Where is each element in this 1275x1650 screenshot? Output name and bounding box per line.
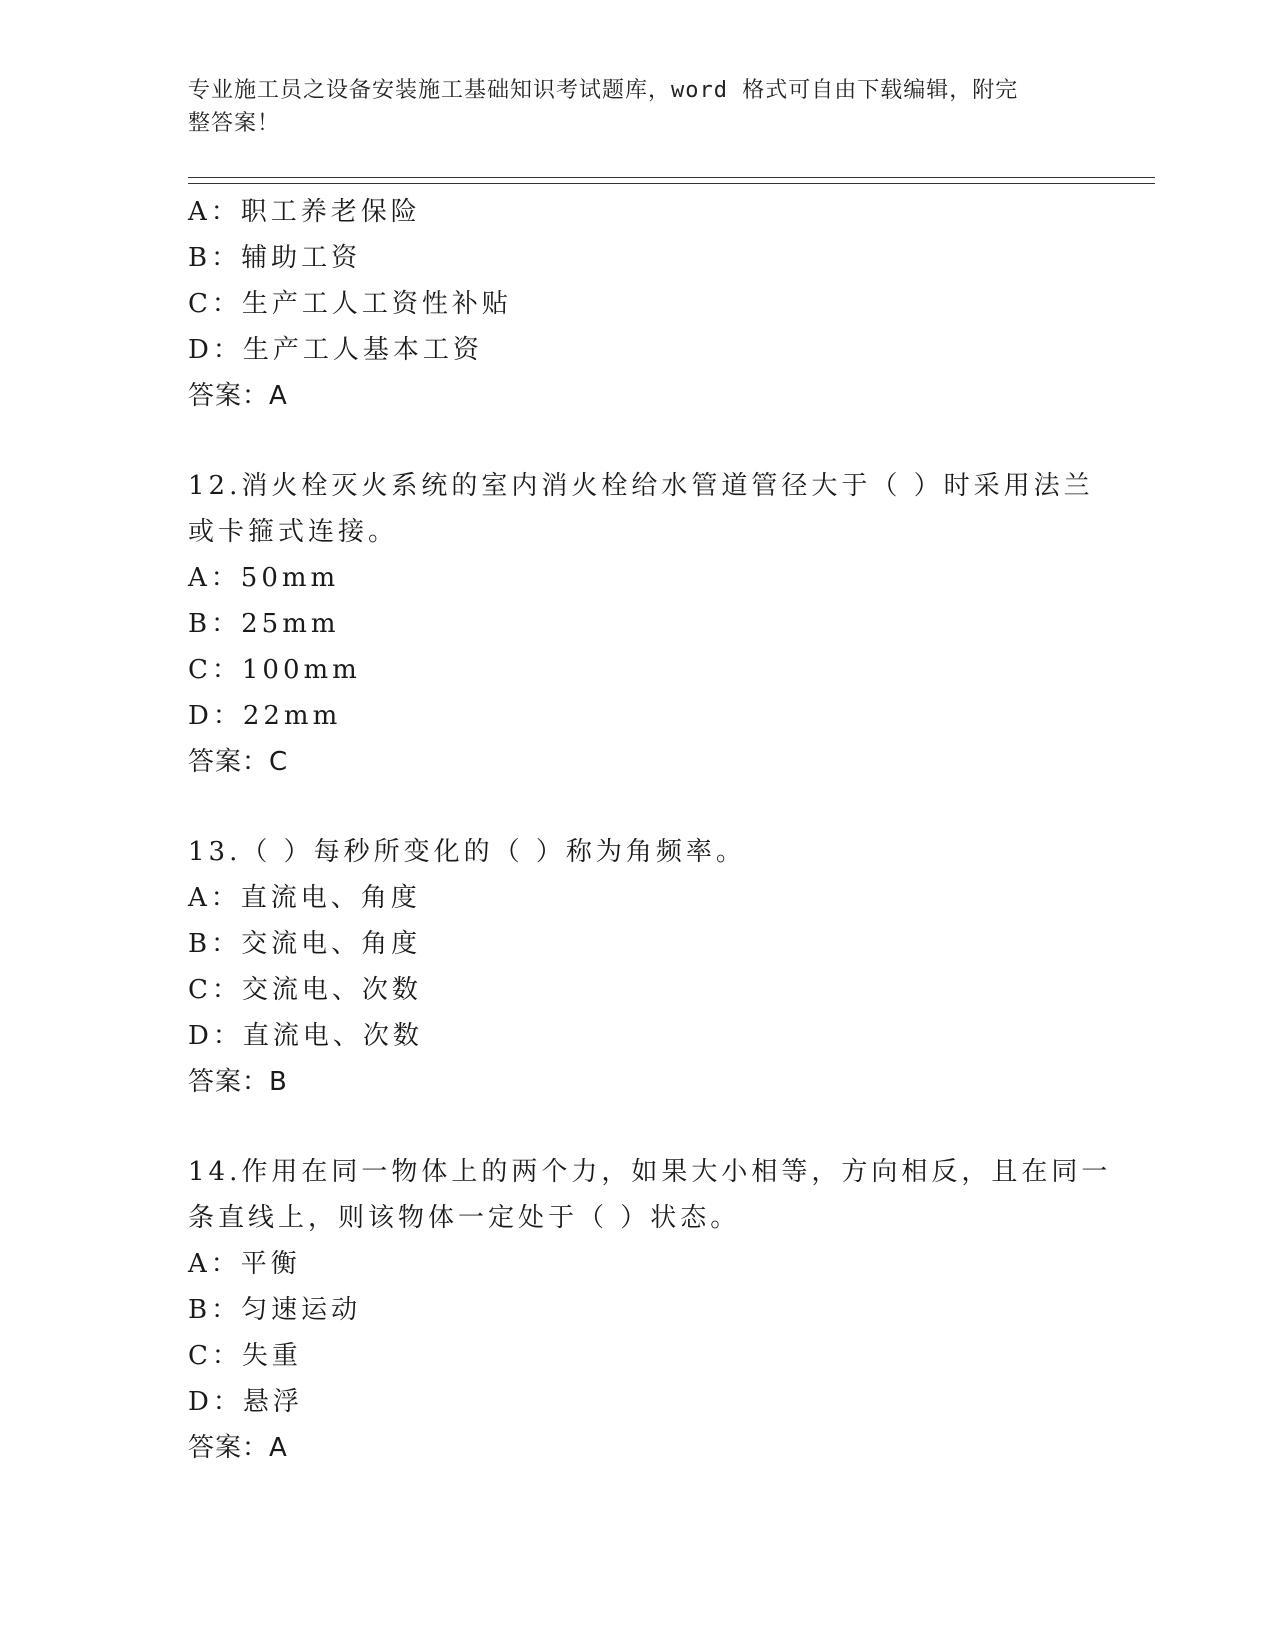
question-spacer (188, 1105, 1088, 1149)
header-divider-top (188, 177, 1155, 178)
option-c: C：失重 (188, 1341, 302, 1371)
question-stem: 14.作用在同一物体上的两个力，如果大小相等，方向相反，且在同一 (188, 1157, 1112, 1187)
header-divider-bottom (188, 183, 1155, 184)
option-d: D：直流电、次数 (188, 1021, 423, 1051)
option-c: C：交流电、次数 (188, 975, 422, 1005)
option-c: C：100mm (188, 655, 361, 685)
answer-label: 答案：A (188, 381, 288, 411)
answer-label: 答案：B (188, 1067, 288, 1097)
option-d: D：悬浮 (188, 1387, 303, 1417)
option-b: B：25mm (188, 609, 340, 639)
option-d: D：22mm (188, 701, 342, 731)
question-stem: 12.消火栓灭火系统的室内消火栓给水管道管径大于（ ）时采用法兰 (188, 471, 1094, 501)
question-14 (188, 1149, 1112, 1471)
question-stem-continued: 条直线上，则该物体一定处于（ ）状态。 (188, 1203, 741, 1233)
question-stem-continued: 或卡箍式连接。 (188, 517, 399, 547)
header-line-1: 专业施工员之设备安装施工基础知识考试题库，word 格式可自由下载编辑，附完 (188, 78, 1019, 103)
question-13 (188, 829, 1088, 1105)
option-d: D：生产工人基本工资 (188, 335, 483, 365)
option-b: B：交流电、角度 (188, 929, 422, 959)
option-b: B：辅助工资 (188, 243, 362, 273)
option-a: A：直流电、角度 (188, 883, 421, 913)
question-list (188, 189, 1112, 1471)
option-a: A：平衡 (188, 1249, 301, 1279)
document-header (188, 74, 1068, 140)
answer-label: 答案：C (188, 747, 289, 777)
option-a: A：50mm (188, 563, 340, 593)
answer-label: 答案：A (188, 1433, 288, 1463)
option-c: C：生产工人工资性补贴 (188, 289, 512, 319)
question-11 (188, 189, 1088, 419)
question-stem: 13.（ ）每秒所变化的（ ）称为角频率。 (188, 837, 746, 867)
option-a: A：职工养老保险 (188, 197, 421, 227)
option-b: B：匀速运动 (188, 1295, 362, 1325)
question-spacer (188, 785, 1088, 829)
question-12 (188, 463, 1094, 785)
question-spacer (188, 419, 1088, 463)
header-line-2: 整答案！ (188, 111, 281, 136)
